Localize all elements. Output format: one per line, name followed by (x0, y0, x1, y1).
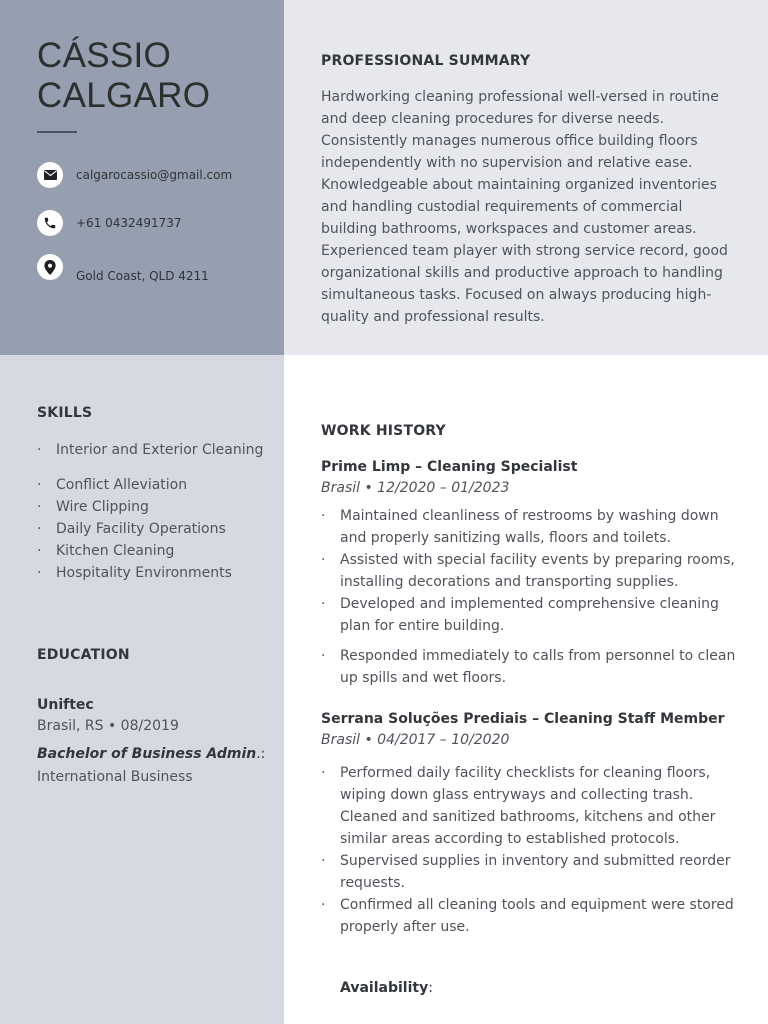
availability-text: Availability (340, 980, 429, 996)
job-bullet: · Responded immediately to calls from personnel to clean up spills and wet floors. (321, 645, 739, 689)
degree-name: Bachelor of Business Admin (37, 746, 257, 762)
summary-heading: PROFESSIONAL SUMMARY (321, 53, 531, 69)
contact-location (37, 251, 209, 283)
skills-list (37, 439, 267, 584)
skill-item: · Daily Facility Operations (37, 518, 267, 540)
degree-suffix: .: (256, 746, 266, 762)
job-bullet: · Developed and implemented comprehensive cleaning plan for entire building. (321, 593, 739, 637)
job-bullet: · Assisted with special facility events by preparing rooms, installing decorations and transporting supplies. (321, 549, 739, 593)
skills-heading: SKILLS (37, 405, 93, 421)
job-meta: Brasil • 04/2017 – 10/2020 (321, 732, 510, 748)
phone-icon (37, 210, 63, 236)
contact-email[interactable] (37, 162, 232, 188)
availability-colon: : (428, 980, 433, 996)
education-location-date: Brasil, RS • 08/2019 (37, 718, 179, 734)
job-bullet: · Confirmed all cleaning tools and equipment were stored properly after use. (321, 894, 739, 938)
job-bullet: · Performed daily facility checklists for cleaning floors, wiping down glass entryways and collecting trash. (321, 762, 739, 806)
skill-item: · Wire Clipping (37, 496, 267, 518)
job-bullets (321, 505, 739, 689)
job-bullets (321, 762, 739, 938)
availability-label (340, 980, 433, 996)
job-bullet: · Supervised supplies in inventory and submitted reorder requests. (321, 850, 739, 894)
location-pin-icon (37, 254, 63, 280)
name-line-last: CALGARO (37, 76, 211, 115)
education-heading: EDUCATION (37, 647, 130, 663)
skill-item: · Kitchen Cleaning (37, 540, 267, 562)
job-bullet: · Maintained cleanliness of restrooms by washing down and properly sanitizing walls, floors and toilets. (321, 505, 739, 549)
education-degree (37, 746, 265, 762)
education-field: International Business (37, 769, 193, 785)
skill-item: · Interior and Exterior Cleaning (37, 439, 267, 461)
phone-text: +61 0432491737 (76, 216, 182, 230)
job-meta: Brasil • 12/2020 – 01/2023 (321, 480, 510, 496)
contact-phone[interactable] (37, 210, 182, 236)
work-history-heading: WORK HISTORY (321, 423, 446, 439)
summary-text: Hardworking cleaning professional well-versed in routine and deep cleaning procedures for diverse needs. Consistently manages numerous office building floors independently with no supervision and relative ease. Knowledgeable about maintaining organized inventories and handling custodial requirements of commercial building bathrooms, workspaces and customer areas. Experienced team player with strong service record, good organizational skills and productive approach to handling simultaneous tasks. Focused on always producing high-quality and professional results. (321, 89, 728, 325)
education-school: Uniftec (37, 697, 94, 713)
email-icon (37, 162, 63, 188)
skill-item: · Hospitality Environments (37, 562, 267, 584)
job-title: Serrana Soluções Prediais – Cleaning Staff Member (321, 711, 725, 727)
location-text: Gold Coast, QLD 4211 (76, 269, 209, 283)
candidate-name (37, 36, 210, 116)
name-line-first: CÁSSIO (37, 36, 172, 75)
job-bullet: Cleaned and sanitized bathrooms, kitchens and other similar areas according to established protocols. (340, 809, 716, 847)
email-text: calgarocassio@gmail.com (76, 168, 233, 182)
job-title: Prime Limp – Cleaning Specialist (321, 459, 578, 475)
name-divider (37, 131, 77, 133)
skill-item: · Conflict Alleviation (37, 474, 267, 496)
